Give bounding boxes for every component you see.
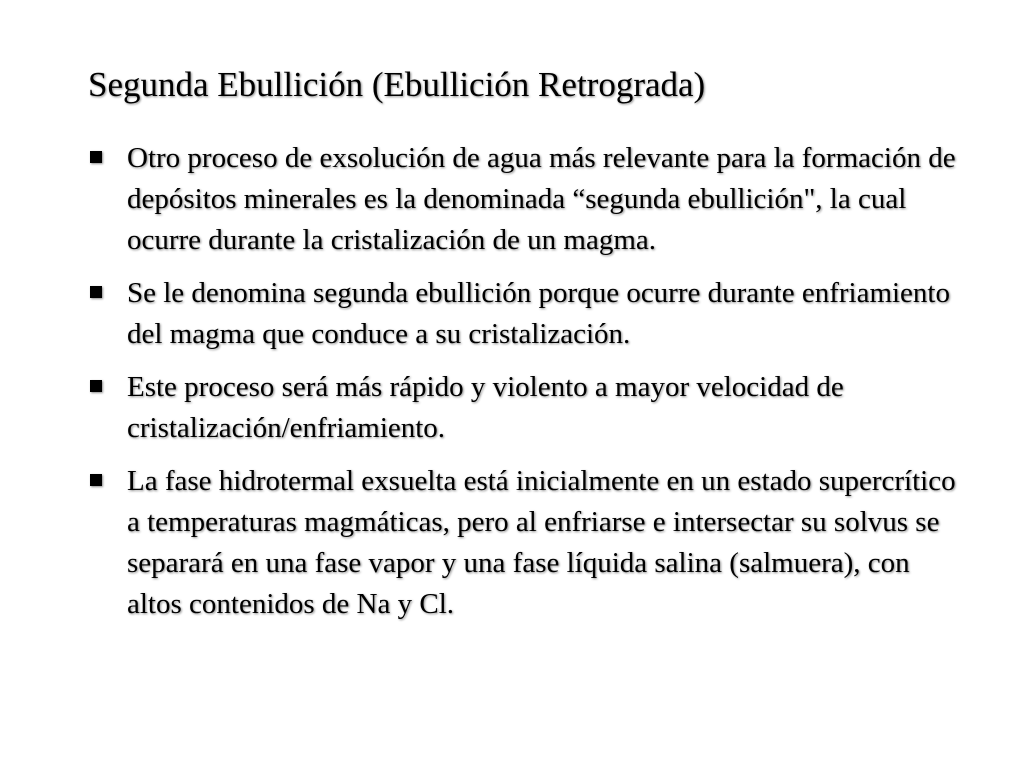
slide-title: Segunda Ebullición (Ebullición Retrograda) [88,65,706,104]
bullet-item [88,367,968,449]
bullet-text: Se le denomina segunda ebullición porque ocurre durante enfriamiento del magma que conduce a su cristalización. [127,277,950,350]
square-bullet-icon [90,286,102,298]
square-bullet-icon [90,151,102,163]
bullet-text: Otro proceso de exsolución de agua más relevante para la formación de depósitos minerales es la denominada “segunda ebullición", la cual ocurre durante la cristalización de un magma. [127,142,956,256]
bullet-item [88,138,968,261]
bullet-list [88,138,968,637]
bullet-text: La fase hidrotermal exsuelta está inicialmente en un estado supercrítico a temperaturas magmáticas, pero al enfriarse e intersectar su solvus se separará en una fase vapor y una fase líquida salina (salmuera), con altos contenidos de Na y Cl. [127,465,956,620]
bullet-item [88,461,968,625]
square-bullet-icon [90,380,102,392]
bullet-text: Este proceso será más rápido y violento a mayor velocidad de cristalización/enfriamiento. [127,371,844,444]
square-bullet-icon [90,474,102,486]
bullet-item [88,273,968,355]
